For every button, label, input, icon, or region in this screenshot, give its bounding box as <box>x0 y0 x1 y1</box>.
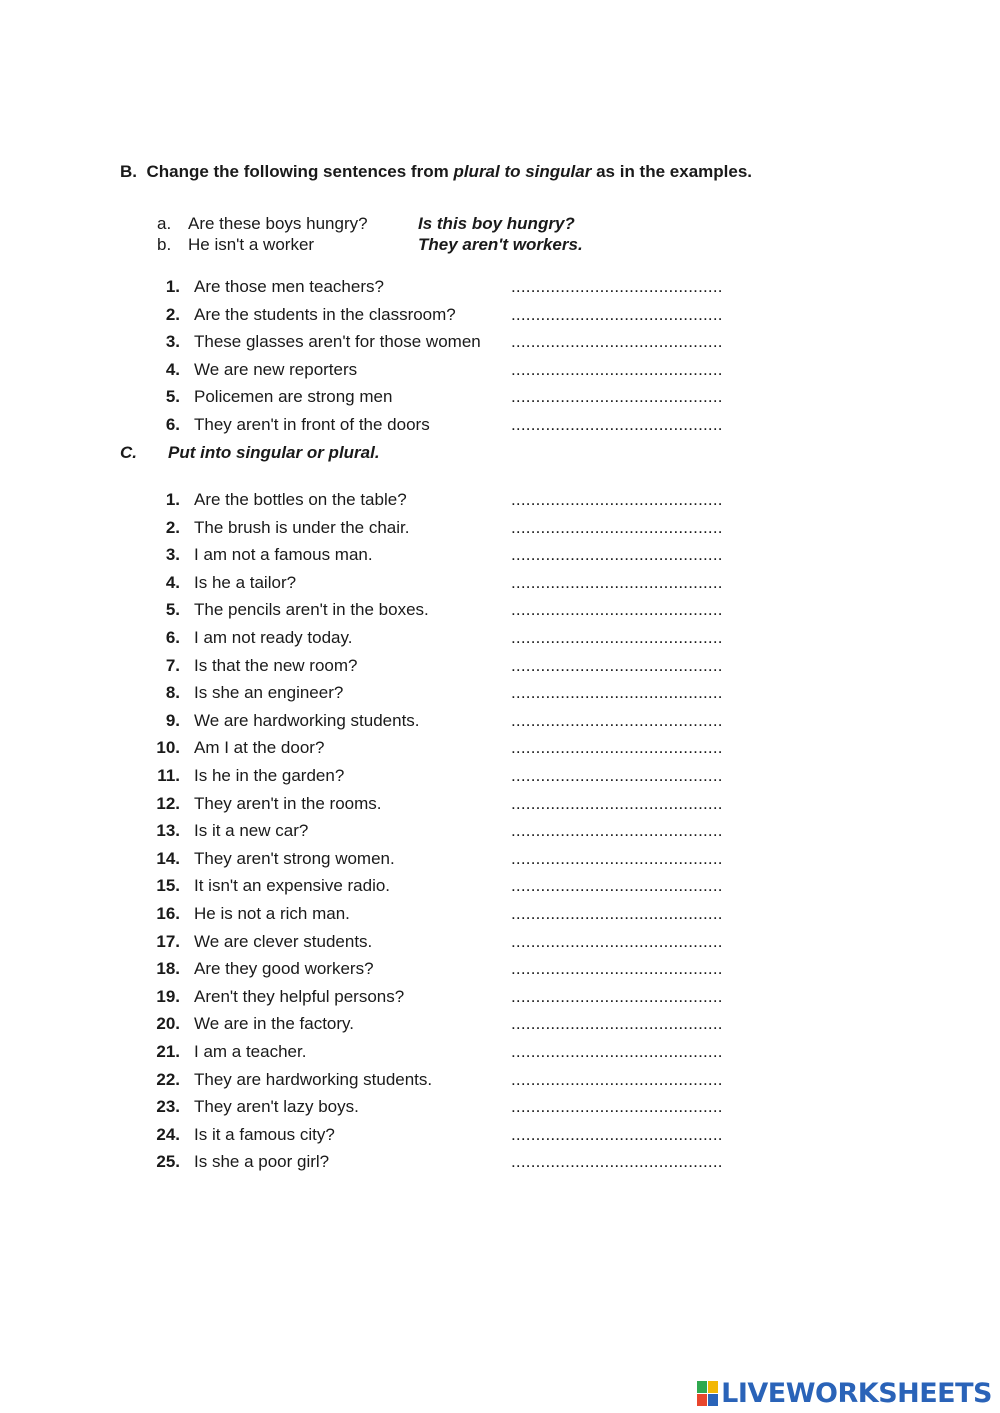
answer-blank[interactable]: ........................................... <box>511 359 723 379</box>
question-text: Is it a new car? <box>194 821 309 841</box>
question-number: 4. <box>165 572 180 592</box>
answer-blank[interactable]: ........................................... <box>511 848 723 868</box>
answer-blank[interactable]: ........................................... <box>511 572 723 592</box>
question-text: Is he in the garden? <box>194 766 345 785</box>
example-answer: Is this boy hungry? <box>418 214 575 233</box>
answer-blank[interactable]: ........................................... <box>511 876 723 896</box>
section-c-title: Put into singular or plural. <box>168 443 380 462</box>
question-number: 18. <box>156 959 180 979</box>
question-number: 6. <box>165 415 180 434</box>
section-b-letter: B. <box>120 162 137 181</box>
question-text: Is she a poor girl? <box>194 1152 330 1172</box>
question-number: 17. <box>156 931 180 951</box>
example-letter: b. <box>157 235 172 254</box>
answer-blank[interactable]: ........................................... <box>511 986 723 1006</box>
question-text: Is it a famous city? <box>194 1124 335 1144</box>
answer-blank[interactable]: ........................................... <box>511 931 723 951</box>
answer-blank[interactable]: ........................................... <box>511 1097 723 1117</box>
section-b-heading <box>120 162 752 182</box>
answer-blank[interactable]: ........................................... <box>511 1042 723 1061</box>
question-text: Is he a tailor? <box>194 572 297 592</box>
question-number: 19. <box>156 986 180 1006</box>
answer-blank[interactable]: ........................................... <box>511 710 723 730</box>
question-text: I am not ready today. <box>194 628 353 647</box>
question-number: 4. <box>165 359 180 379</box>
example-question: Are these boys hungry? <box>188 214 368 233</box>
question-text: Am I at the door? <box>194 738 325 758</box>
question-number: 3. <box>165 332 180 352</box>
answer-blank[interactable]: ........................................... <box>511 415 723 434</box>
question-number: 11. <box>157 766 180 785</box>
question-text: Are the students in the classroom? <box>194 304 456 324</box>
answer-blank[interactable]: ........................................... <box>511 517 723 537</box>
answer-blank[interactable]: ........................................... <box>511 628 723 647</box>
question-text: They aren't in the rooms. <box>194 793 382 813</box>
question-text: The pencils aren't in the boxes. <box>194 600 429 620</box>
question-text: Is she an engineer? <box>194 683 344 703</box>
answer-blank[interactable]: ........................................... <box>511 904 723 923</box>
question-text: They aren't lazy boys. <box>194 1097 359 1117</box>
question-number: 8. <box>165 683 180 703</box>
question-number: 13. <box>156 821 180 841</box>
question-number: 2. <box>165 304 180 324</box>
question-number: 12. <box>156 793 180 813</box>
question-text: They aren't strong women. <box>194 848 395 868</box>
question-number: 10. <box>156 738 180 758</box>
question-text: We are hardworking students. <box>194 710 420 730</box>
liveworksheets-logo <box>697 1378 992 1409</box>
answer-blank[interactable]: ........................................... <box>511 1152 723 1172</box>
question-number: 16. <box>156 904 180 923</box>
example-question: He isn't a worker <box>188 235 315 254</box>
question-number: 3. <box>165 545 180 565</box>
answer-blank[interactable]: ........................................... <box>511 545 723 565</box>
question-number: 7. <box>165 655 180 675</box>
answer-blank[interactable]: ........................................... <box>511 1124 723 1144</box>
question-number: 1. <box>165 277 180 296</box>
section-b-title-part1: Change the following sentences from <box>146 162 449 181</box>
question-text: Are the bottles on the table? <box>194 490 407 509</box>
question-number: 21. <box>156 1042 180 1061</box>
question-text: He is not a rich man. <box>194 904 350 923</box>
question-text: Policemen are strong men <box>194 387 393 407</box>
question-number: 14. <box>156 848 180 868</box>
answer-blank[interactable]: ........................................... <box>511 793 723 813</box>
question-number: 5. <box>165 600 180 620</box>
question-text: Is that the new room? <box>194 655 358 675</box>
answer-blank[interactable]: ........................................... <box>511 1014 723 1034</box>
question-number: 1. <box>165 490 180 509</box>
question-text: Are they good workers? <box>194 959 374 979</box>
question-number: 24. <box>156 1124 180 1144</box>
question-text: They are hardworking students. <box>194 1069 433 1089</box>
answer-blank[interactable]: ........................................... <box>511 600 723 620</box>
question-text: It isn't an expensive radio. <box>194 876 391 896</box>
answer-blank[interactable]: ........................................... <box>511 655 723 675</box>
brand-name: LIVEWORKSHEETS <box>721 1378 992 1409</box>
example-answer: They aren't workers. <box>418 235 583 254</box>
question-text: We are in the factory. <box>194 1014 354 1034</box>
answer-blank[interactable]: ........................................... <box>511 304 723 324</box>
question-number: 2. <box>165 517 180 537</box>
answer-blank[interactable]: ........................................... <box>511 332 723 352</box>
answer-blank[interactable]: ........................................... <box>511 738 723 758</box>
answer-blank[interactable]: ........................................... <box>511 683 723 703</box>
question-number: 25. <box>156 1152 180 1172</box>
question-number: 5. <box>165 387 180 407</box>
section-b-title-italic: plural to singular <box>453 162 592 181</box>
question-text: We are clever students. <box>194 931 373 951</box>
question-number: 20. <box>156 1014 180 1034</box>
question-text: These glasses aren't for those women <box>194 332 481 352</box>
question-text: Are those men teachers? <box>194 277 384 296</box>
answer-blank[interactable]: ........................................... <box>511 277 723 296</box>
brand-mark-icon <box>697 1381 719 1407</box>
question-number: 6. <box>165 628 180 647</box>
answer-blank[interactable]: ........................................... <box>511 387 723 407</box>
question-text: I am not a famous man. <box>194 545 373 565</box>
question-number: 15. <box>156 876 180 896</box>
question-number: 22. <box>156 1069 180 1089</box>
section-c-letter: C. <box>120 443 137 462</box>
answer-blank[interactable]: ........................................... <box>511 490 723 509</box>
question-text: The brush is under the chair. <box>194 517 410 537</box>
example-letter: a. <box>157 214 172 233</box>
answer-blank[interactable]: ........................................... <box>511 1069 723 1089</box>
answer-blank[interactable]: ........................................... <box>511 766 723 785</box>
question-number: 23. <box>156 1097 180 1117</box>
question-text: They aren't in front of the doors <box>194 415 430 434</box>
question-text: I am a teacher. <box>194 1042 307 1061</box>
answer-blank[interactable]: ........................................... <box>511 821 723 841</box>
question-number: 9. <box>165 710 180 730</box>
answer-blank[interactable]: ........................................... <box>511 959 723 979</box>
section-b-title-part2: as in the examples. <box>596 162 752 181</box>
question-text: Aren't they helpful persons? <box>194 986 405 1006</box>
question-text: We are new reporters <box>194 359 358 379</box>
